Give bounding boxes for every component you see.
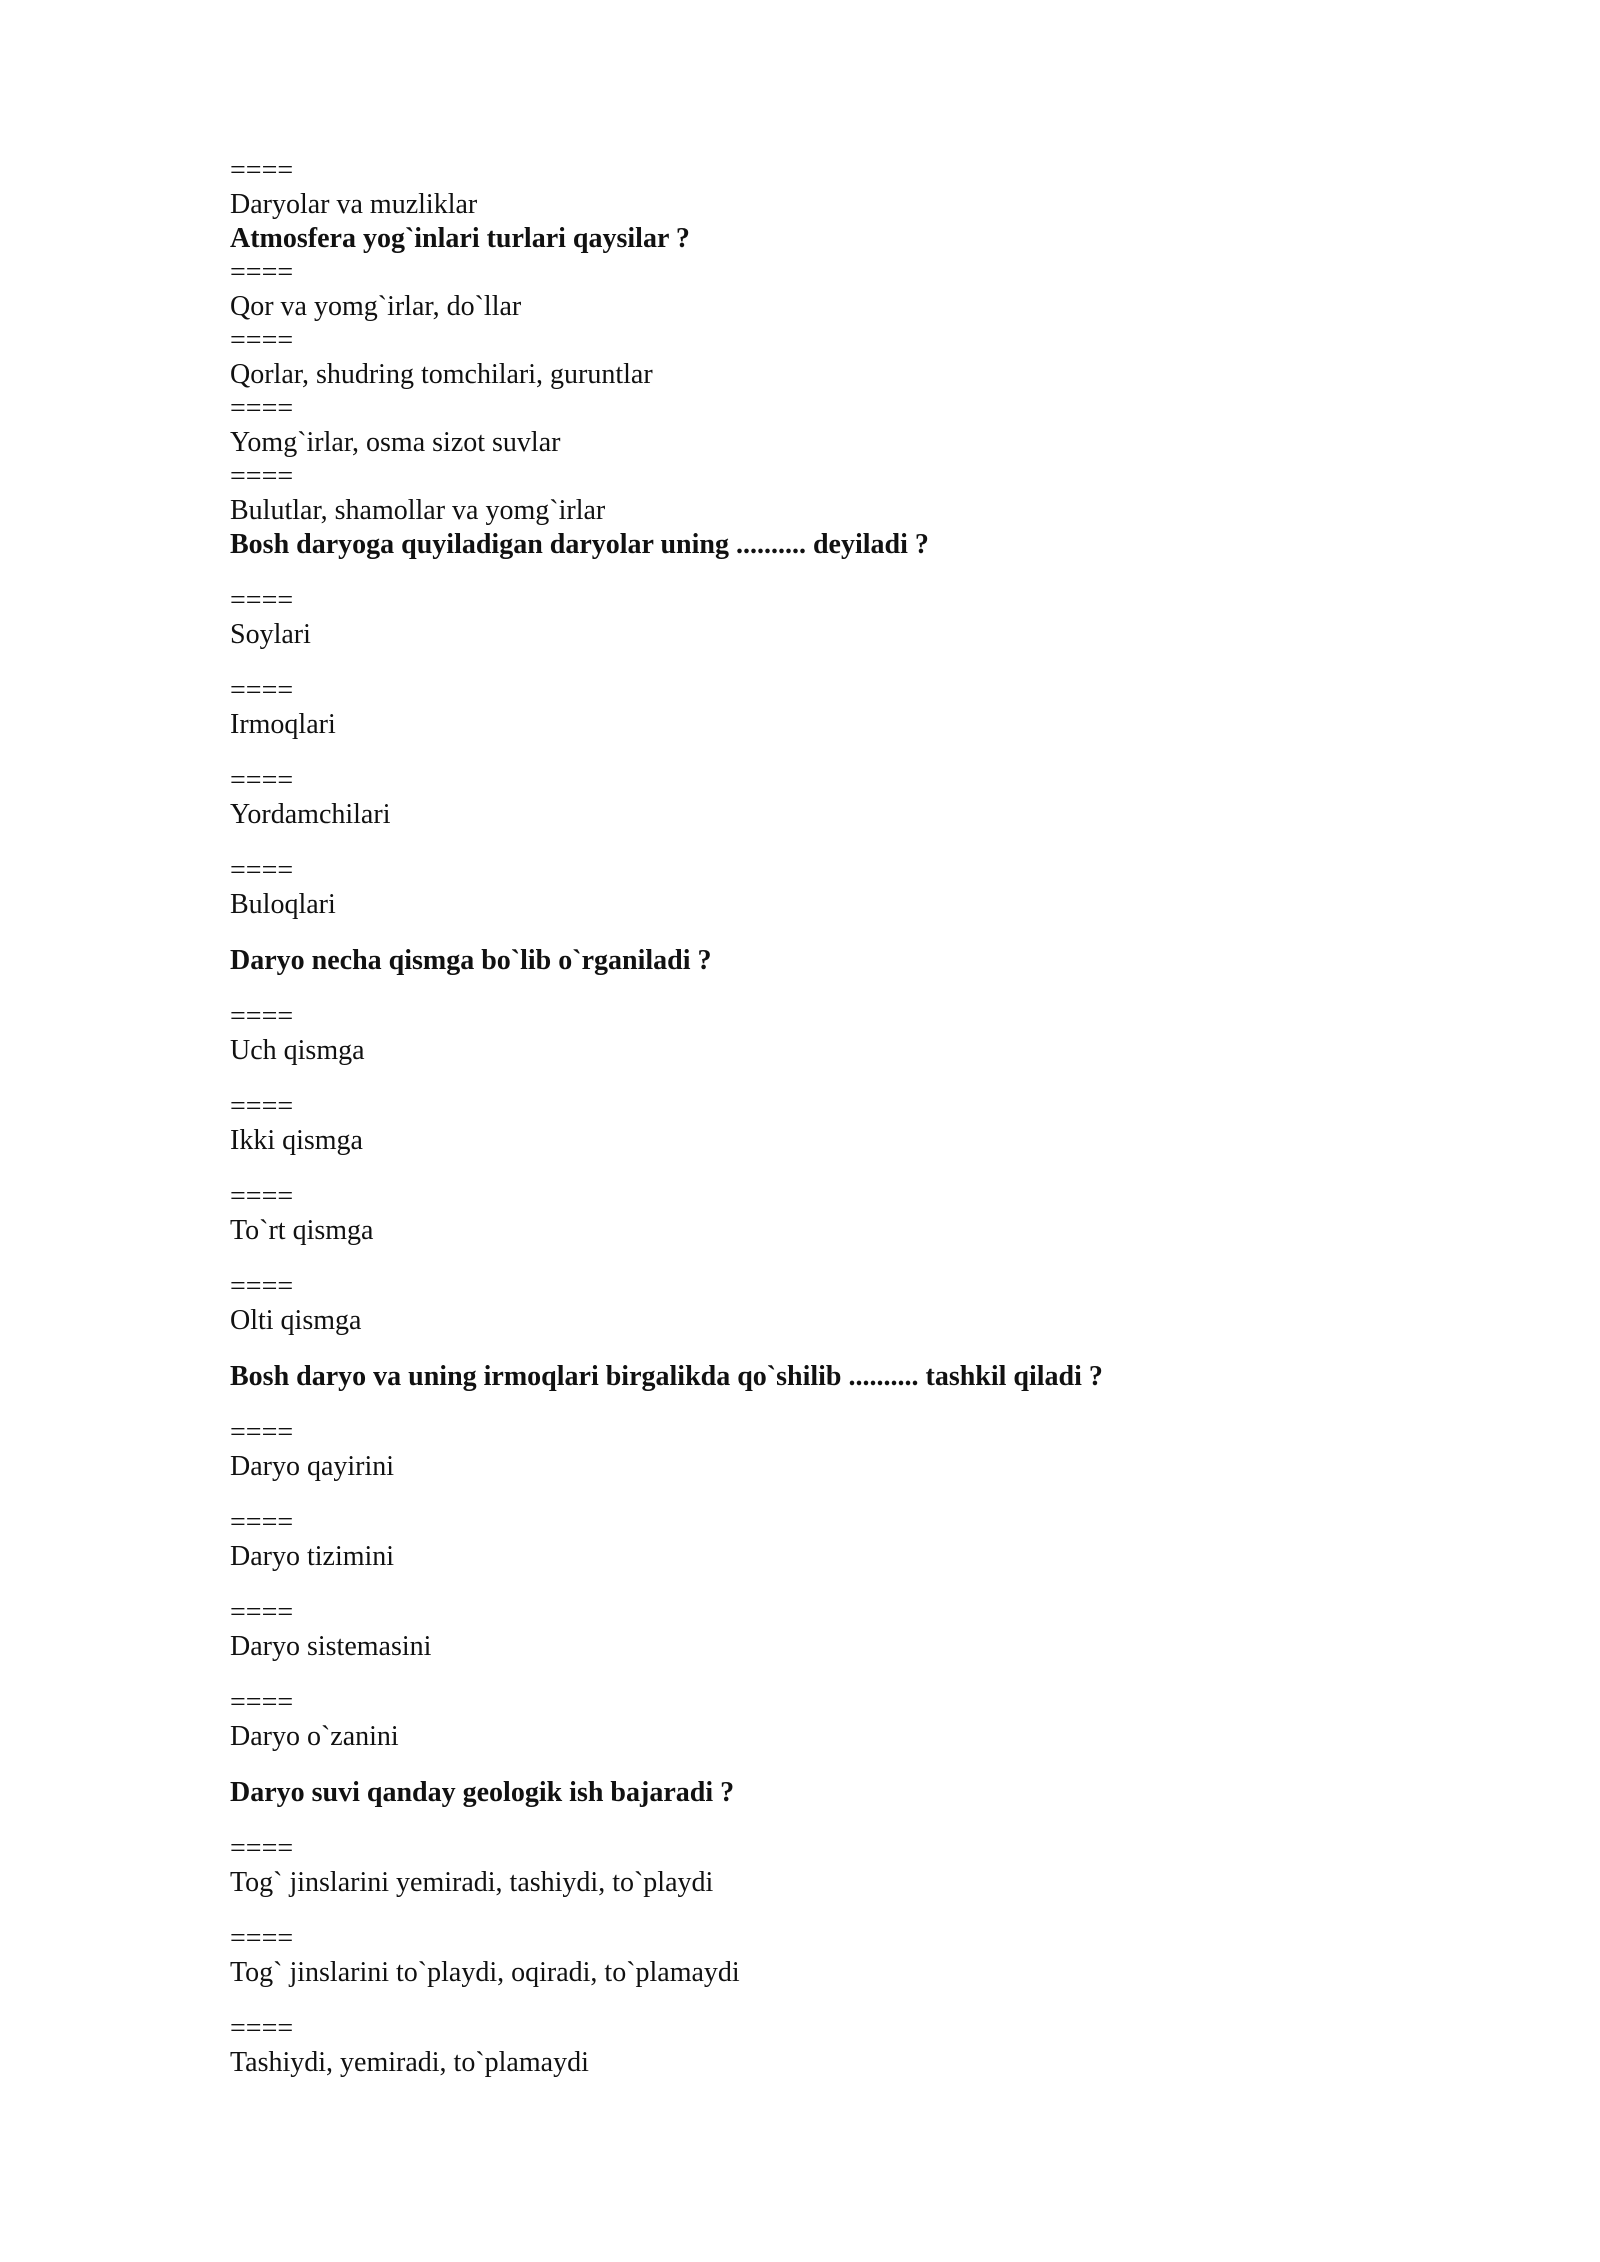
answer-option: Daryolar va muzliklar <box>230 189 478 220</box>
separator: ==== <box>230 1181 294 1212</box>
separator: ==== <box>230 765 294 796</box>
answer-option: Tog` jinslarini yemiradi, tashiydi, to`playdi <box>230 1867 714 1898</box>
answer-option: Tashiydi, yemiradi, to`plamaydi <box>230 2047 589 2078</box>
answer-option: Uch qismga <box>230 1035 365 1066</box>
separator: ==== <box>230 1091 294 1122</box>
separator: ==== <box>230 1001 294 1032</box>
answer-option: Buloqlari <box>230 889 336 920</box>
answer-option: Ikki qismga <box>230 1125 363 1156</box>
separator: ==== <box>230 675 294 706</box>
answer-option: Yordamchilari <box>230 799 391 830</box>
question-bosh-daryo-irmoqlari: Bosh daryo va uning irmoqlari birgalikda qo`shilib .......... tashkil qiladi ? <box>230 1361 1103 1392</box>
separator: ==== <box>230 393 294 424</box>
question-atmosfera-yoginlari: Atmosfera yog`inlari turlari qaysilar ? <box>230 223 690 254</box>
separator: ==== <box>230 461 294 492</box>
separator: ==== <box>230 155 294 186</box>
answer-option: Daryo qayirini <box>230 1451 395 1482</box>
separator: ==== <box>230 2013 294 2044</box>
answer-option: Bulutlar, shamollar va yomg`irlar <box>230 495 606 526</box>
question-daryo-necha-qism: Daryo necha qismga bo`lib o`rganiladi ? <box>230 945 712 976</box>
separator: ==== <box>230 1597 294 1628</box>
answer-option: Daryo o`zanini <box>230 1721 399 1752</box>
answer-option: To`rt qismga <box>230 1215 374 1246</box>
question-bosh-daryoga: Bosh daryoga quyiladigan daryolar uning .......... deyiladi ? <box>230 529 929 560</box>
separator: ==== <box>230 257 294 288</box>
answer-option: Olti qismga <box>230 1305 362 1336</box>
answer-option: Irmoqlari <box>230 709 336 740</box>
separator: ==== <box>230 1417 294 1448</box>
separator: ==== <box>230 855 294 886</box>
separator: ==== <box>230 1923 294 1954</box>
separator: ==== <box>230 1687 294 1718</box>
separator: ==== <box>230 1833 294 1864</box>
answer-option: Daryo sistemasini <box>230 1631 432 1662</box>
separator: ==== <box>230 1271 294 1302</box>
separator: ==== <box>230 585 294 616</box>
answer-option: Daryo tizimini <box>230 1541 395 1572</box>
answer-option: Qorlar, shudring tomchilari, guruntlar <box>230 359 653 390</box>
quiz-text-body <box>230 154 1470 2080</box>
answer-option: Soylari <box>230 619 311 650</box>
question-daryo-suvi-geologik: Daryo suvi qanday geologik ish bajaradi ? <box>230 1777 735 1808</box>
separator: ==== <box>230 1507 294 1538</box>
answer-option: Tog` jinslarini to`playdi, oqiradi, to`plamaydi <box>230 1957 740 1988</box>
separator: ==== <box>230 325 294 356</box>
answer-option: Yomg`irlar, osma sizot suvlar <box>230 427 561 458</box>
answer-option: Qor va yomg`irlar, do`llar <box>230 291 522 322</box>
